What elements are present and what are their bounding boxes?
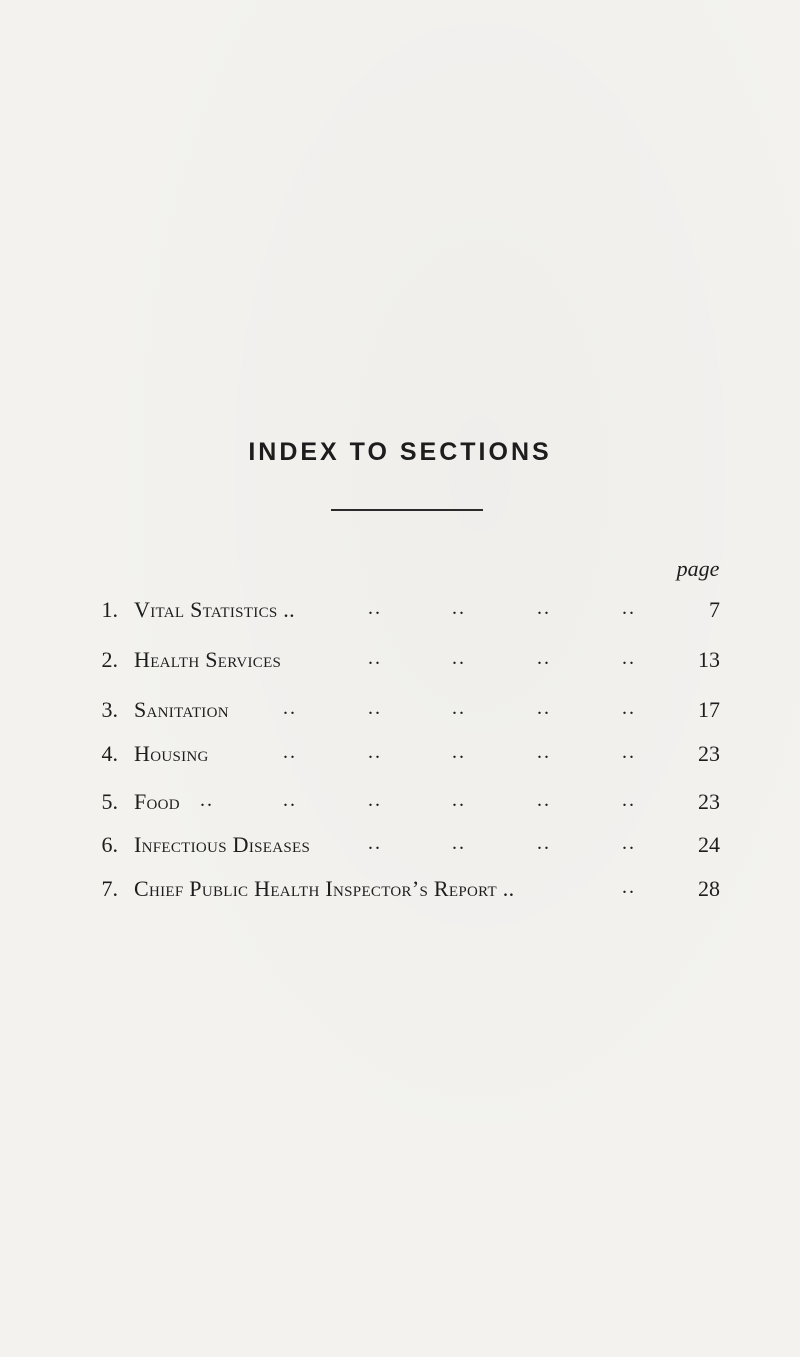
- section-title: Health Services: [134, 647, 282, 672]
- leader-dots: ..: [368, 832, 382, 854]
- leader-dots: ..: [622, 789, 636, 811]
- toc-row-4: [0, 741, 800, 775]
- toc-row-6: [0, 832, 800, 866]
- toc-row-5: [0, 789, 800, 823]
- leader-dots: ..: [368, 647, 382, 669]
- leader-dots: ..: [622, 597, 636, 619]
- leader-dots: ..: [283, 741, 297, 763]
- section-page: 23: [698, 741, 720, 766]
- section-number: 1.: [101, 597, 118, 622]
- leader-dots: ..: [452, 741, 466, 763]
- section-page: 7: [709, 597, 720, 622]
- leader-dots: ..: [537, 597, 551, 619]
- index-heading: INDEX TO SECTIONS: [248, 438, 552, 466]
- section-page: 23: [698, 789, 720, 814]
- section-page: 17: [698, 697, 720, 722]
- leader-dots: ..: [368, 697, 382, 719]
- section-title: Chief Public Health Inspector’s Report ..: [134, 876, 515, 901]
- toc-row-2: [0, 647, 800, 681]
- leader-dots: ..: [622, 741, 636, 763]
- leader-dots: ..: [283, 697, 297, 719]
- section-number: 7.: [101, 876, 118, 901]
- page-column-label: page: [676, 556, 720, 581]
- leader-dots: ..: [537, 832, 551, 854]
- toc-row-3: [0, 697, 800, 731]
- leader-dots: ..: [452, 697, 466, 719]
- toc-row-1: [0, 597, 800, 631]
- leader-dots: ..: [452, 597, 466, 619]
- section-page: 28: [698, 876, 720, 901]
- leader-dots: ..: [622, 832, 636, 854]
- heading-rule: [331, 509, 483, 511]
- leader-dots: ..: [622, 647, 636, 669]
- leader-dots: ..: [200, 789, 214, 811]
- section-page: 24: [698, 832, 720, 857]
- leader-dots: ..: [537, 741, 551, 763]
- section-title: Food: [134, 789, 180, 814]
- section-title: Infectious Diseases: [134, 832, 311, 857]
- leader-dots: ..: [537, 789, 551, 811]
- leader-dots: ..: [537, 647, 551, 669]
- section-number: 3.: [101, 697, 118, 722]
- section-number: 4.: [101, 741, 118, 766]
- section-title: Vital Statistics ..: [134, 597, 295, 622]
- leader-dots: ..: [368, 741, 382, 763]
- leader-dots: ..: [452, 789, 466, 811]
- section-page: 13: [698, 647, 720, 672]
- leader-dots: ..: [368, 597, 382, 619]
- section-number: 2.: [101, 647, 118, 672]
- section-title: Housing: [134, 741, 209, 766]
- leader-dots: ..: [368, 789, 382, 811]
- section-number: 5.: [101, 789, 118, 814]
- leader-dots: ..: [622, 697, 636, 719]
- leader-dots: ..: [622, 876, 636, 898]
- toc-row-7: [0, 876, 800, 910]
- section-title: Sanitation: [134, 697, 229, 722]
- leader-dots: ..: [283, 789, 297, 811]
- leader-dots: ..: [537, 697, 551, 719]
- leader-dots: ..: [452, 832, 466, 854]
- leader-dots: ..: [452, 647, 466, 669]
- section-number: 6.: [101, 832, 118, 857]
